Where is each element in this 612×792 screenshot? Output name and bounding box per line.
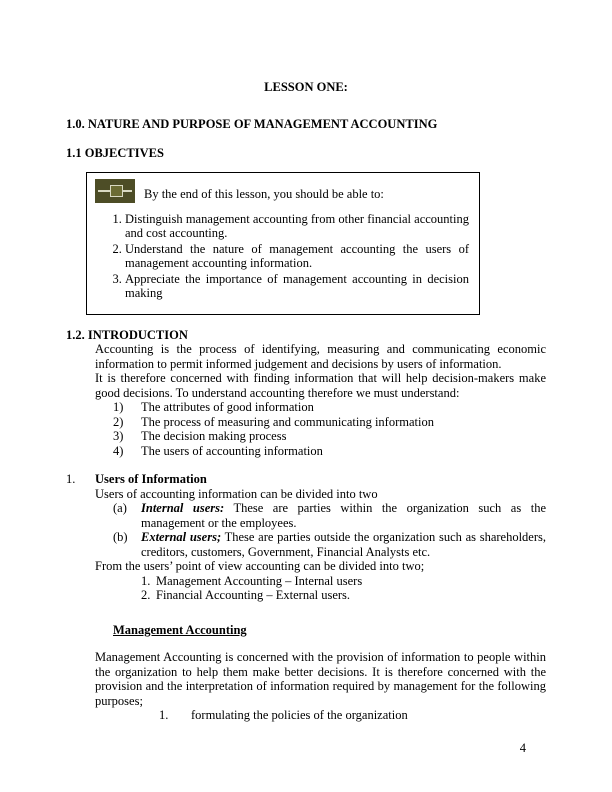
list-item-body — [141, 530, 546, 559]
lesson-objectives-clipart-icon — [95, 179, 135, 203]
introduction-paragraph-2: It is therefore concerned with finding information that will help decision-makers make good decisions. To understand accounting therefore we must understand: — [95, 371, 546, 400]
page-number: 4 — [519, 741, 526, 755]
management-accounting-list-item — [159, 708, 546, 723]
list-item-number: 1. — [141, 573, 151, 588]
list-item-body — [141, 501, 546, 530]
list-item-text: The decision making process — [141, 429, 287, 443]
list-item-label: (a) — [113, 501, 127, 515]
introduction-heading: 1.2. INTRODUCTION — [66, 327, 188, 342]
list-item-label: (b) — [113, 530, 128, 544]
objective-item: 3. Appreciate the importance of management accounting in decision making — [125, 272, 469, 301]
management-accounting-paragraph: Management Accounting is concerned with the provision of information to people within the organization to help them make better decisions. It is therefore concerned with the provision and the interpretation of information required by management for the following purposes; — [95, 650, 546, 708]
section-heading-1-0: 1.0. NATURE AND PURPOSE OF MANAGEMENT ACCOUNTING — [66, 116, 438, 131]
list-item-term: External users; — [141, 530, 222, 544]
users-section-heading: Users of Information — [95, 472, 207, 486]
objective-item: 2. Understand the nature of management accounting the users of management accounting information. — [125, 242, 469, 271]
list-item-text: These are parties within the organization such as the management or the employees. — [141, 501, 546, 530]
lesson-title: LESSON ONE: — [264, 80, 348, 94]
division-list-item — [141, 574, 546, 589]
list-item-text: formulating the policies of the organization — [191, 708, 408, 722]
management-accounting-heading: Management Accounting — [113, 622, 247, 637]
users-list-item-a — [113, 501, 546, 530]
list-item-number: 1. — [159, 708, 169, 722]
objectives-header — [95, 179, 469, 203]
introduction-list-item — [113, 429, 546, 444]
users-division-intro: From the users’ point of view accounting can be divided into two; — [95, 559, 425, 573]
introduction-list-item — [113, 415, 546, 430]
section-heading-1-1: 1.1 OBJECTIVES — [66, 146, 164, 160]
list-item-number: 1) — [113, 400, 124, 414]
list-item-text: These are parties outside the organization such as shareholders, creditors, customers, Government, Financial Analysts etc. — [141, 530, 546, 559]
objective-item: 1. Distinguish management accounting from other financial accounting and cost accounting. — [125, 212, 469, 241]
division-list-item — [141, 588, 546, 603]
users-section-number: 1. — [66, 472, 76, 486]
users-section-body — [95, 487, 546, 723]
list-item-text: Financial Accounting – External users. — [156, 588, 351, 602]
objectives-box — [86, 172, 480, 315]
list-item-number: 2) — [113, 414, 124, 429]
list-item-text: The users of accounting information — [141, 443, 323, 458]
users-section-heading-row — [66, 472, 546, 487]
list-item-term: Internal users: — [141, 501, 225, 515]
objectives-list — [95, 212, 469, 301]
users-intro-text: Users of accounting information can be divided into two — [95, 486, 378, 501]
introduction-list-item — [113, 444, 546, 459]
introduction-paragraph-1: Accounting is the process of identifying, measuring and communicating economic information to permit informed judgement and decisions by users of information. — [95, 342, 546, 371]
list-item-number: 3) — [113, 429, 124, 443]
objectives-intro-text: By the end of this lesson, you should be able to: — [144, 187, 384, 201]
introduction-body — [95, 342, 546, 458]
users-list-item-b — [113, 530, 546, 559]
introduction-list-item — [113, 400, 546, 415]
list-item-number: 4) — [113, 443, 124, 458]
list-item-text: The process of measuring and communicating information — [141, 414, 434, 429]
list-item-text: Management Accounting – Internal users — [156, 573, 363, 588]
list-item-text: The attributes of good information — [141, 400, 314, 414]
list-item-number: 2. — [141, 588, 151, 602]
